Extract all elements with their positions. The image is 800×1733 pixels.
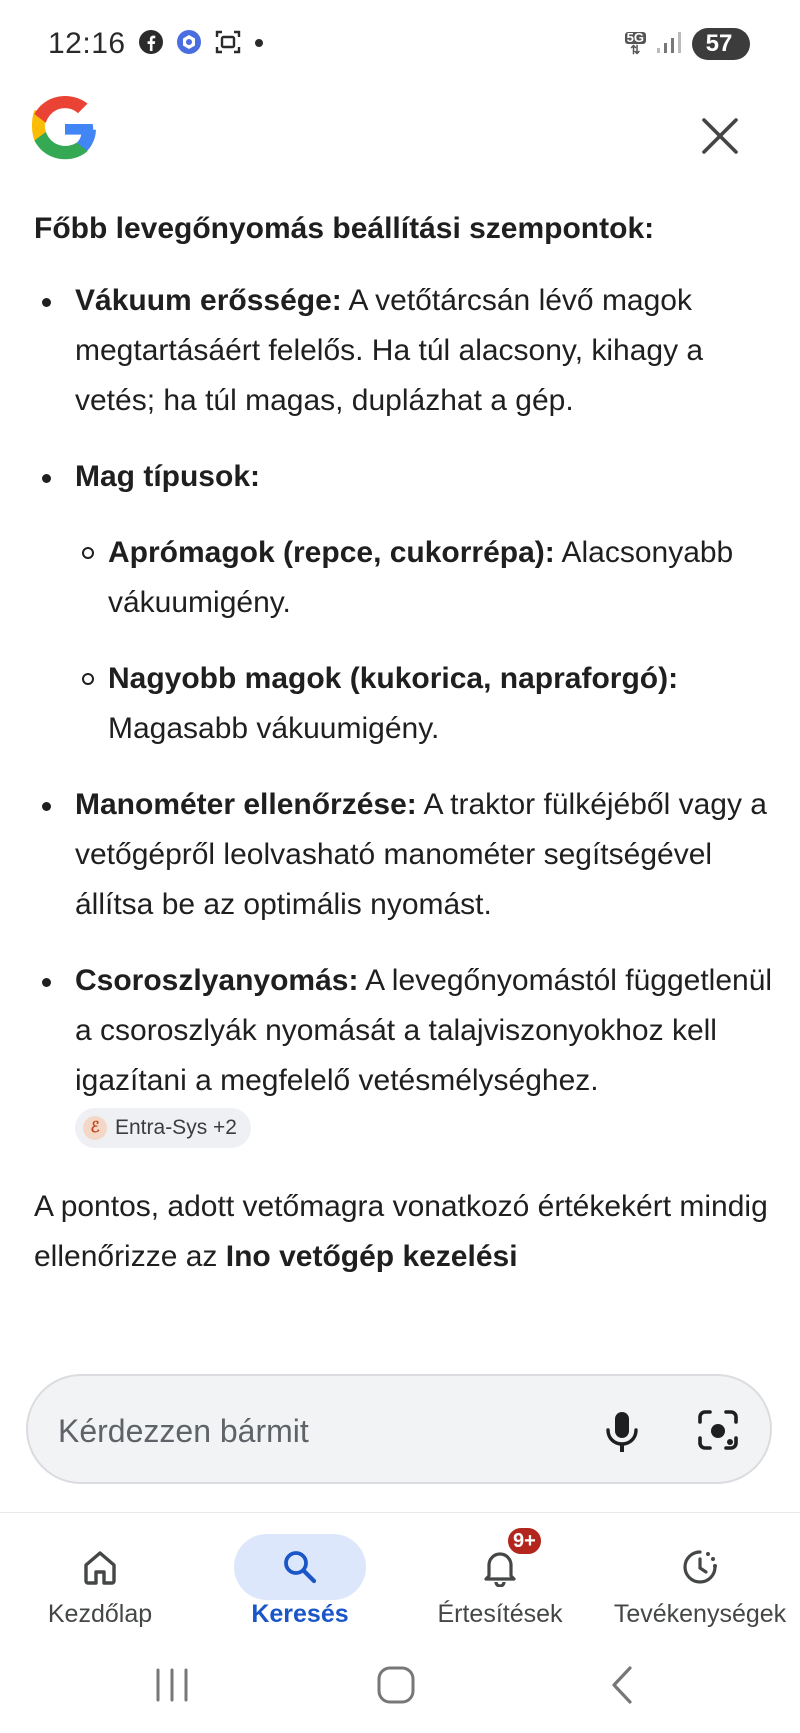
sub-title: Nagyobb magok (kukorica, napraforgó): [108, 662, 679, 695]
bottom-navigation [0, 1520, 800, 1640]
nav-label: Tevékenységek [613, 1600, 787, 1628]
nav-icon-wrap [234, 1534, 366, 1600]
close-icon [694, 110, 746, 162]
nav-icon-wrap [634, 1534, 766, 1600]
bullet-title: Vákuum erőssége: [75, 284, 342, 317]
google-g-logo [32, 96, 98, 162]
nav-item-home[interactable] [0, 1520, 200, 1640]
list-item [34, 276, 774, 426]
camera-lens-icon [696, 1408, 740, 1452]
list-item [34, 452, 774, 754]
microphone-icon [602, 1410, 642, 1454]
home-system-button[interactable] [374, 1660, 418, 1710]
source-chip-label: Entra-Sys +2 [115, 1116, 237, 1140]
network-label: 5G [626, 30, 644, 45]
sub-text: Alacsonyabb vákuumigény. [108, 536, 734, 619]
signal-icon [656, 30, 682, 59]
bullet-text: A levegőnyomástól függetlenül a csoroszlyák nyomását a talajviszonyokhoz kell igazítani a megfelelő vetésmélységhez. [75, 964, 773, 1097]
screenshot-icon [214, 28, 242, 61]
nav-item-search[interactable] [200, 1520, 400, 1640]
bullet-list [34, 276, 774, 1156]
answer-heading: Főbb levegőnyomás beállítási szempontok: [34, 212, 655, 245]
network-5g-icon: 5G ⇅ [626, 30, 644, 57]
nav-label: Kezdőlap [47, 1600, 153, 1628]
header [0, 96, 800, 176]
voice-search-button[interactable] [602, 1410, 642, 1454]
bullet-title: Manométer ellenőrzése: [75, 788, 417, 821]
sub-title: Aprómagok (repce, cukorrépa): [108, 536, 555, 569]
nav-icon-wrap [434, 1534, 566, 1600]
ai-answer-content [34, 204, 774, 1354]
nav-divider [0, 1512, 800, 1513]
back-button[interactable] [604, 1660, 640, 1710]
close-button[interactable] [694, 110, 746, 162]
status-left [48, 27, 264, 61]
nav-icon-wrap [34, 1534, 166, 1600]
recent-apps-icon [152, 1660, 192, 1710]
system-navigation-bar [0, 1640, 800, 1733]
back-icon [604, 1660, 640, 1710]
status-bar [0, 0, 800, 88]
search-icon [280, 1547, 320, 1587]
sub-list-item [75, 528, 774, 628]
home-icon [80, 1547, 120, 1587]
nav-label: Keresés [251, 1600, 349, 1628]
recent-apps-button[interactable] [152, 1660, 192, 1710]
sub-list [75, 528, 774, 754]
bullet-text: A vetőtárcsán lévő magok megtartásáért felelős. Ha túl alacsony, kihagy a vetés; ha túl magas, duplázhat a gép. [75, 284, 704, 417]
status-right [625, 28, 750, 60]
app-notification-icon [176, 29, 202, 60]
notification-badge: 9+ [506, 1526, 543, 1556]
clock: 12:16 [48, 27, 126, 60]
bullet-title: Mag típusok: [75, 460, 260, 493]
source-chip[interactable] [75, 1108, 251, 1148]
answer-footer [34, 1182, 774, 1282]
list-item [34, 956, 774, 1156]
facebook-icon [138, 29, 164, 60]
lens-search-button[interactable] [696, 1408, 740, 1452]
nav-item-activity[interactable] [600, 1520, 800, 1640]
battery-icon: 57 [692, 28, 750, 60]
activity-icon [680, 1547, 720, 1587]
source-logo-icon: ℰ [83, 1116, 107, 1140]
home-system-icon [374, 1660, 418, 1710]
sub-text: Magasabb vákuumigény. [108, 712, 440, 745]
search-input[interactable] [56, 1402, 580, 1460]
dot-icon [254, 35, 264, 53]
sub-list-item [75, 654, 774, 754]
footer-bold-text: Ino vetőgép kezelési [225, 1240, 518, 1273]
bullet-text: A traktor fülkéjéből vagy a vetőgépről leolvasható manométer segítségével állítsa be az optimális nyomást. [75, 788, 767, 921]
footer-text: A pontos, adott vetőmagra vonatkozó értékekért mindig ellenőrizze az [34, 1190, 768, 1273]
search-box [26, 1374, 772, 1484]
list-item [34, 780, 774, 930]
nav-item-notifications[interactable] [400, 1520, 600, 1640]
bullet-title: Csoroszlyanyomás: [75, 964, 359, 997]
nav-label: Értesítések [437, 1600, 563, 1628]
